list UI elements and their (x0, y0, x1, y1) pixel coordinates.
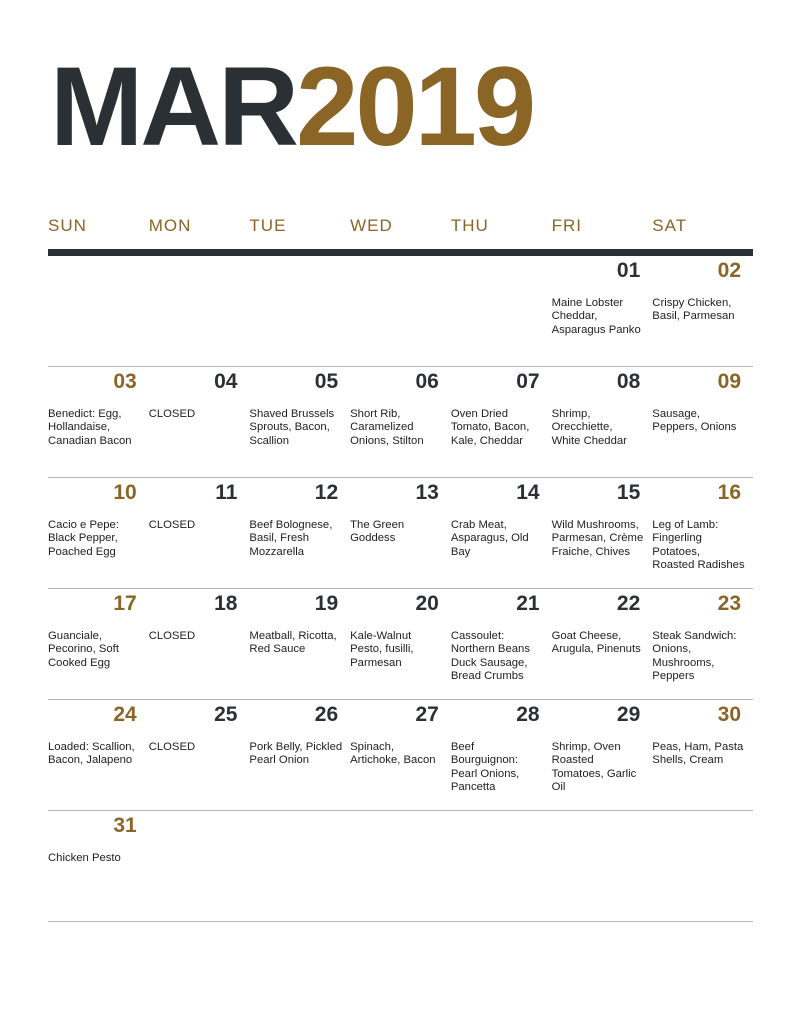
weekday-tue: TUE (249, 216, 287, 235)
menu-item: Shrimp, Oven Roasted Tomatoes, Garlic Oil (551, 741, 637, 794)
weekday-wed: WED (350, 216, 393, 235)
day-cell (149, 700, 250, 810)
menu-item: Crispy Chicken, Basil, Parmesan (652, 297, 735, 323)
day-cell (249, 478, 350, 588)
menu-item: Shrimp, Orecchiette, White Cheddar (551, 408, 627, 447)
day-cell (652, 256, 753, 366)
day-cell (48, 256, 149, 366)
day-number: 05 (314, 370, 339, 393)
day-number: 15 (616, 481, 641, 504)
weekday-sat: SAT (652, 216, 688, 235)
week-row (48, 367, 753, 478)
weekday-thu: THU (450, 216, 489, 235)
day-cell (552, 811, 653, 921)
menu-item: Shaved Brussels Sprouts, Bacon, Scallion (249, 408, 335, 447)
day-cell (451, 367, 552, 477)
day-number: 09 (717, 370, 741, 393)
day-number (249, 814, 350, 840)
day-cell (451, 478, 552, 588)
day-number: 12 (314, 481, 339, 504)
menu-item: Cacio e Pepe: Black Pepper, Poached Egg (48, 519, 119, 558)
menu-item: CLOSED (148, 630, 196, 642)
day-number: 14 (516, 481, 540, 504)
month-label: MAR (50, 44, 297, 169)
day-number (451, 814, 552, 840)
day-cell (350, 811, 451, 921)
weekday-mon: MON (148, 216, 192, 235)
weekday-header-row (48, 216, 753, 242)
day-cell (552, 367, 653, 477)
day-number: 30 (717, 703, 741, 726)
menu-item: Short Rib, Caramelized Onions, Stilton (350, 408, 424, 447)
menu-item: Steak Sandwich: Onions, Mushrooms, Peppers (652, 630, 737, 683)
day-cell (652, 478, 753, 588)
day-cell (249, 367, 350, 477)
day-number: 11 (215, 481, 238, 504)
day-cell (350, 589, 451, 699)
day-number: 04 (214, 370, 238, 393)
day-number: 23 (717, 592, 741, 615)
menu-item: Goat Cheese, Arugula, Pinenuts (551, 630, 641, 656)
menu-item: CLOSED (148, 408, 196, 420)
menu-item: Beef Bolognese, Basil, Fresh Mozzarella (249, 519, 333, 558)
day-number: 29 (616, 703, 641, 726)
day-number: 07 (516, 370, 540, 393)
day-cell (48, 811, 149, 921)
day-cell (350, 478, 451, 588)
day-cell (149, 478, 250, 588)
menu-item: Kale-Walnut Pesto, fusilli, Parmesan (350, 630, 414, 669)
day-cell (249, 700, 350, 810)
day-number: 31 (113, 814, 137, 837)
day-cell (48, 478, 149, 588)
menu-item: Peas, Ham, Pasta Shells, Cream (652, 741, 744, 767)
header-divider-bar (48, 249, 753, 256)
year-label: 2019 (296, 44, 534, 169)
day-cell (48, 589, 149, 699)
menu-item: Benedict: Egg, Hollandaise, Canadian Bacon (48, 408, 132, 447)
day-cell (451, 700, 552, 810)
day-cell (48, 700, 149, 810)
day-cell (48, 367, 149, 477)
day-number: 20 (415, 592, 439, 615)
day-number: 26 (314, 703, 339, 726)
day-number: 18 (214, 592, 238, 615)
day-cell (350, 367, 451, 477)
day-number (249, 259, 350, 285)
day-number: 19 (314, 592, 339, 615)
menu-item: Leg of Lamb: Fingerling Potatoes, Roasted Radishes (652, 519, 745, 572)
day-number (149, 259, 250, 285)
menu-item: Beef Bourguignon: Pearl Onions, Pancetta (450, 741, 520, 794)
calendar-title (50, 44, 534, 169)
day-number: 28 (516, 703, 540, 726)
menu-item: Spinach, Artichoke, Bacon (350, 741, 436, 767)
menu-item: Chicken Pesto (48, 852, 121, 864)
day-number: 02 (717, 259, 741, 282)
day-cell (149, 367, 250, 477)
menu-item: Guanciale, Pecorino, Soft Cooked Egg (48, 630, 119, 669)
day-number: 13 (415, 481, 439, 504)
day-cell (652, 700, 753, 810)
day-cell (149, 811, 250, 921)
week-row (48, 478, 753, 589)
day-cell (652, 589, 753, 699)
day-cell (149, 256, 250, 366)
menu-item: Cassoulet: Northern Beans Duck Sausage, Bread Crumbs (450, 630, 530, 683)
day-number (350, 259, 451, 285)
week-row (48, 256, 753, 367)
day-number (552, 814, 653, 840)
day-number: 21 (516, 592, 540, 615)
weekday-fri: FRI (551, 216, 582, 235)
day-cell (552, 700, 653, 810)
day-cell (552, 256, 653, 366)
day-number: 25 (214, 703, 238, 726)
day-cell (249, 256, 350, 366)
day-number (652, 814, 753, 840)
day-number: 22 (616, 592, 641, 615)
menu-item: Crab Meat, Asparagus, Old Bay (450, 519, 529, 558)
day-cell (451, 256, 552, 366)
menu-item: The Green Goddess (350, 519, 405, 545)
day-number: 27 (415, 703, 439, 726)
menu-item: Pork Belly, Pickled Pearl Onion (249, 741, 343, 767)
menu-item: Sausage, Peppers, Onions (652, 408, 737, 434)
day-number (149, 814, 250, 840)
week-row (48, 589, 753, 700)
day-number: 08 (616, 370, 641, 393)
menu-item: Loaded: Scallion, Bacon, Jalapeno (48, 741, 135, 767)
day-number: 01 (616, 259, 641, 282)
day-number (350, 814, 451, 840)
day-number: 24 (113, 703, 137, 726)
day-number: 16 (717, 481, 741, 504)
menu-item: Oven Dried Tomato, Bacon, Kale, Cheddar (450, 408, 530, 447)
day-cell (149, 589, 250, 699)
week-row (48, 700, 753, 811)
menu-item: Maine Lobster Cheddar, Asparagus Panko (551, 297, 641, 336)
day-number: 03 (113, 370, 137, 393)
day-number (451, 259, 552, 285)
menu-item: Wild Mushrooms, Parmesan, Crème Fraiche, Chives (551, 519, 644, 558)
day-cell (350, 700, 451, 810)
day-cell (552, 478, 653, 588)
day-number (48, 259, 149, 285)
week-row (48, 811, 753, 922)
day-cell (451, 589, 552, 699)
day-cell (552, 589, 653, 699)
menu-item: CLOSED (148, 741, 196, 753)
day-number: 10 (113, 481, 137, 504)
calendar-grid (48, 256, 753, 922)
day-cell (652, 367, 753, 477)
weekday-sun: SUN (48, 216, 87, 235)
day-cell (249, 589, 350, 699)
day-number: 17 (113, 592, 137, 615)
day-cell (249, 811, 350, 921)
day-cell (451, 811, 552, 921)
menu-item: CLOSED (148, 519, 196, 531)
menu-item: Meatball, Ricotta, Red Sauce (249, 630, 337, 656)
day-number: 06 (415, 370, 439, 393)
day-cell (652, 811, 753, 921)
day-cell (350, 256, 451, 366)
